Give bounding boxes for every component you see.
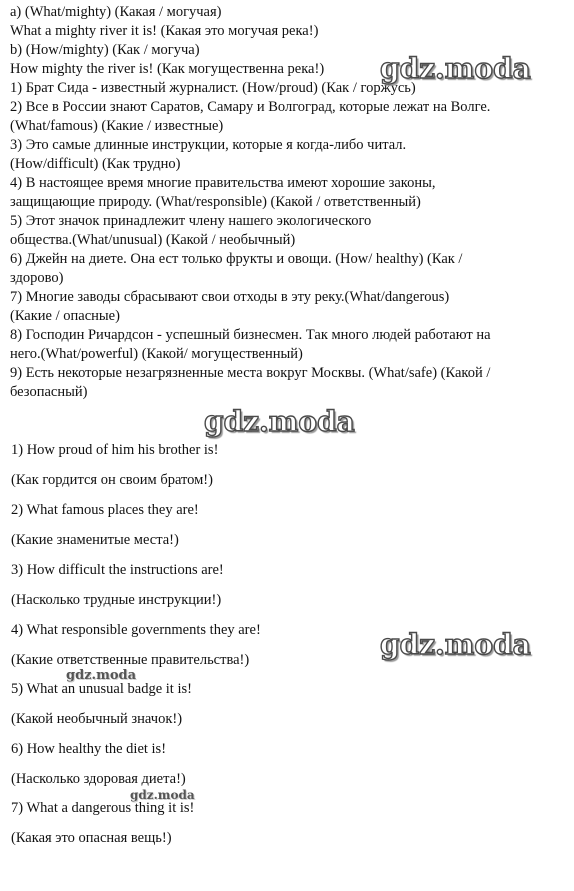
answer-translation: (Какая это опасная вещь!)	[11, 830, 172, 846]
task-line: a) (What/mighty) (Какая / могучая)	[10, 4, 222, 20]
task-line: 2) Все в России знают Саратов, Самару и Волгоград, которые лежат на Волге.	[10, 99, 491, 115]
answer-line: 7) What a dangerous thing it is!	[11, 800, 195, 816]
answer-translation: (Как гордится он своим братом!)	[11, 472, 213, 488]
watermark: gdz.moda	[204, 405, 355, 438]
answer-translation: (Какие знаменитые места!)	[11, 532, 179, 548]
task-line: 7) Многие заводы сбрасывают свои отходы в эту реку.(What/dangerous)	[10, 289, 450, 305]
task-line: (Какие / опасные)	[10, 308, 120, 324]
task-line: защищающие природу. (What/responsible) (Какой / ответственный)	[10, 194, 421, 210]
task-line: (How/difficult) (Как трудно)	[10, 156, 181, 172]
answer-line: 1) How proud of him his brother is!	[11, 442, 219, 458]
task-line: общества.(What/unusual) (Какой / необычный)	[10, 232, 296, 248]
task-line: b) (How/mighty) (Как / могуча)	[10, 42, 200, 58]
task-line: How mighty the river is! (Как могущественна река!)	[10, 61, 325, 77]
answer-translation: (Насколько трудные инструкции!)	[11, 592, 222, 608]
task-line: (What/famous) (Какие / известные)	[10, 118, 224, 134]
watermark: gdz.moda	[66, 668, 137, 683]
watermark: gdz.moda	[130, 788, 195, 802]
task-line: 9) Есть некоторые незагрязненные места вокруг Москвы. (What/safe) (Какой /	[10, 365, 491, 381]
task-line: 1) Брат Сида - известный журналист. (How/proud) (Как / горжусь)	[10, 80, 416, 96]
answer-translation: (Какие ответственные правительства!)	[11, 652, 250, 668]
task-line: безопасный)	[10, 384, 88, 400]
answer-translation: (Насколько здоровая диета!)	[11, 771, 186, 787]
task-line: 3) Это самые длинные инструкции, которые я когда-либо читал.	[10, 137, 407, 153]
answer-line: 5) What an unusual badge it is!	[11, 681, 192, 697]
task-line: 5) Этот значок принадлежит члену нашего экологического	[10, 213, 372, 229]
answer-line: 2) What famous places they are!	[11, 502, 199, 518]
watermark: gdz.moda	[380, 52, 531, 85]
watermark: gdz.moda	[380, 628, 531, 661]
answer-translation: (Какой необычный значок!)	[11, 711, 183, 727]
task-line: него.(What/powerful) (Какой/ могущественный)	[10, 346, 303, 362]
task-line: здорово)	[10, 270, 64, 286]
task-line: 6) Джейн на диете. Она ест только фрукты и овощи. (How/ healthy) (Как /	[10, 251, 463, 267]
answer-line: 6) How healthy the diet is!	[11, 741, 167, 757]
task-line: 8) Господин Ричардсон - успешный бизнесмен. Так много людей работают на	[10, 327, 491, 343]
task-line: 4) В настоящее время многие правительства имеют хорошие законы,	[10, 175, 436, 191]
answer-line: 3) How difficult the instructions are!	[11, 562, 224, 578]
answer-line: 4) What responsible governments they are!	[11, 622, 261, 638]
task-line: What a mighty river it is! (Какая это могучая река!)	[10, 23, 319, 39]
